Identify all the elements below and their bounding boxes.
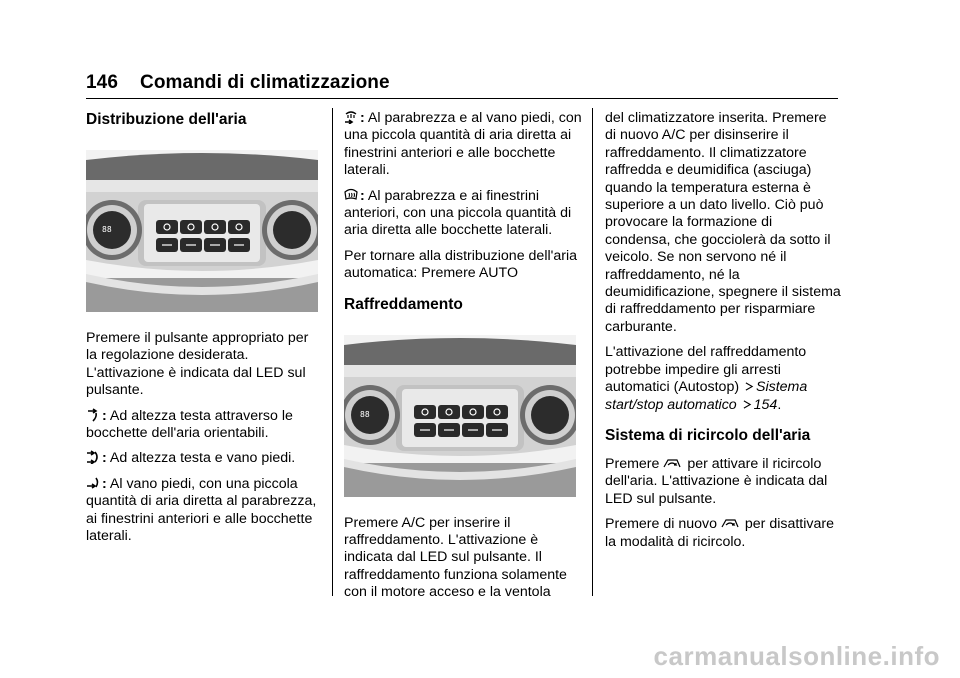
autostop-page-ref[interactable]: 154 <box>753 396 778 413</box>
paragraph-auto: Per tornare alla distribuzione dell'aria automatica: Premere AUTO <box>344 247 577 282</box>
column-3 <box>605 110 841 559</box>
windshield-defog-icon <box>344 188 358 202</box>
reference-arrow-icon <box>743 400 752 409</box>
item-foot-level: : Al vano piedi, con una piccola quantità di aria diretta al parabrezza, ai finestrini anteriori e alle bocchette laterali. <box>86 475 317 545</box>
column-1 <box>86 110 322 553</box>
reference-arrow-icon <box>745 382 754 391</box>
paragraph-recirc-off <box>605 516 841 551</box>
recirc-off-text-a: Premere di nuovo <box>605 516 717 533</box>
item-defrost-and-foot: : Al parabrezza e al vano piedi, con una piccola quantità di aria diretta ai finestrini anteriori e alle bocchette laterali. <box>344 110 582 179</box>
paragraph-recirc-on <box>605 456 841 508</box>
item-head-level: : Ad altezza testa attraverso le bocchette dell'aria orientabili. <box>86 407 293 442</box>
section-heading-recirculation: Sistema di ricircolo dell'aria <box>605 426 811 444</box>
paragraph-autostop: L'attivazione del raffreddamento potrebbe impedire gli arresti automatici (Autostop) Sistema start/stop automatico 154. <box>605 344 808 413</box>
item-defog: : Al parabrezza e ai finestrini anteriori, con una piccola quantità di aria diretta alle bocchette laterali. <box>344 187 572 239</box>
recirc-on-text-a: Premere <box>605 455 660 472</box>
section-heading-distribution: Distribuzione dell'aria <box>86 111 247 128</box>
airflow-windshield-feet-icon <box>344 110 358 124</box>
climate-panel-figure-1 <box>86 150 318 312</box>
column-divider-2 <box>592 108 593 596</box>
column-divider-1 <box>332 108 333 596</box>
item-defog-text: Al parabrezza e ai finestrini anteriori, con una piccola quantità di aria diretta alle bocchette laterali. <box>344 187 572 239</box>
paragraph-ac-continued: del climatizzatore inserita. Premere di nuovo A/C per disinserire il raffreddamento. Il climatizzatore raffredda e deumidifica (asciuga) quando la temperatura esterna è superiore a un dato livello. Ciò può provocare la formazione di condensa, che gocciolerà da sotto il veicolo. Se non servono né il raffreddamento, né la deumidificazione, spegnere il sistema di raffreddamento per risparmiare carburante. <box>605 110 841 335</box>
airflow-feet-icon <box>86 476 100 490</box>
item-foot-level-text: Al vano piedi, con una piccola quantità di aria diretta al parabrezza, ai finestrini anteriori e alle bocchette laterali. <box>86 475 317 545</box>
paragraph-distribution-intro: Premere il pulsante appropriato per la regolazione desiderata. L'attivazione è indicata dal LED sul pulsante. <box>86 330 309 399</box>
chapter-title: Comandi di climatizzazione <box>140 72 390 93</box>
section-heading-cooling: Raffreddamento <box>344 295 463 313</box>
autostop-text: L'attivazione del raffreddamento potrebbe impedire gli arresti automatici (Autostop) <box>605 344 807 396</box>
header-rule <box>86 98 838 99</box>
svg-text:88: 88 <box>360 409 370 419</box>
item-head-level-text: Ad altezza testa attraverso le bocchette dell'aria orientabili. <box>86 407 293 442</box>
item-head-and-foot: : Ad altezza testa e vano piedi. <box>86 450 322 467</box>
autostop-link[interactable]: Sistema start/stop automatico <box>605 379 808 413</box>
svg-text:88: 88 <box>102 225 112 234</box>
recirculation-icon <box>721 517 739 529</box>
page-header <box>86 72 390 94</box>
climate-panel-figure-2 <box>344 335 576 497</box>
column-2 <box>344 110 582 610</box>
item-defrost-and-foot-text: Al parabrezza e al vano piedi, con una piccola quantità di aria diretta ai finestrini anteriori e alle bocchette laterali. <box>344 110 582 179</box>
airflow-face-feet-icon <box>86 450 100 464</box>
recirc-on-text-b: per attivare il ricircolo dell'aria. L'attivazione è indicata dal LED sul pulsante. <box>605 455 828 507</box>
paragraph-ac: Premere A/C per inserire il raffreddamento. L'attivazione è indicata dal LED sul pulsante. Il raffreddamento funziona solamente con il motore acceso e la ventola <box>344 514 567 601</box>
item-head-and-foot-text: Ad altezza testa e vano piedi. <box>109 450 296 467</box>
recirculation-icon <box>663 457 681 469</box>
page-number: 146 <box>86 72 119 93</box>
airflow-face-icon <box>86 408 100 422</box>
recirc-off-text-b: per disattivare la modalità di ricircolo. <box>605 516 834 550</box>
watermark: carmanualsonline.info <box>653 641 940 671</box>
